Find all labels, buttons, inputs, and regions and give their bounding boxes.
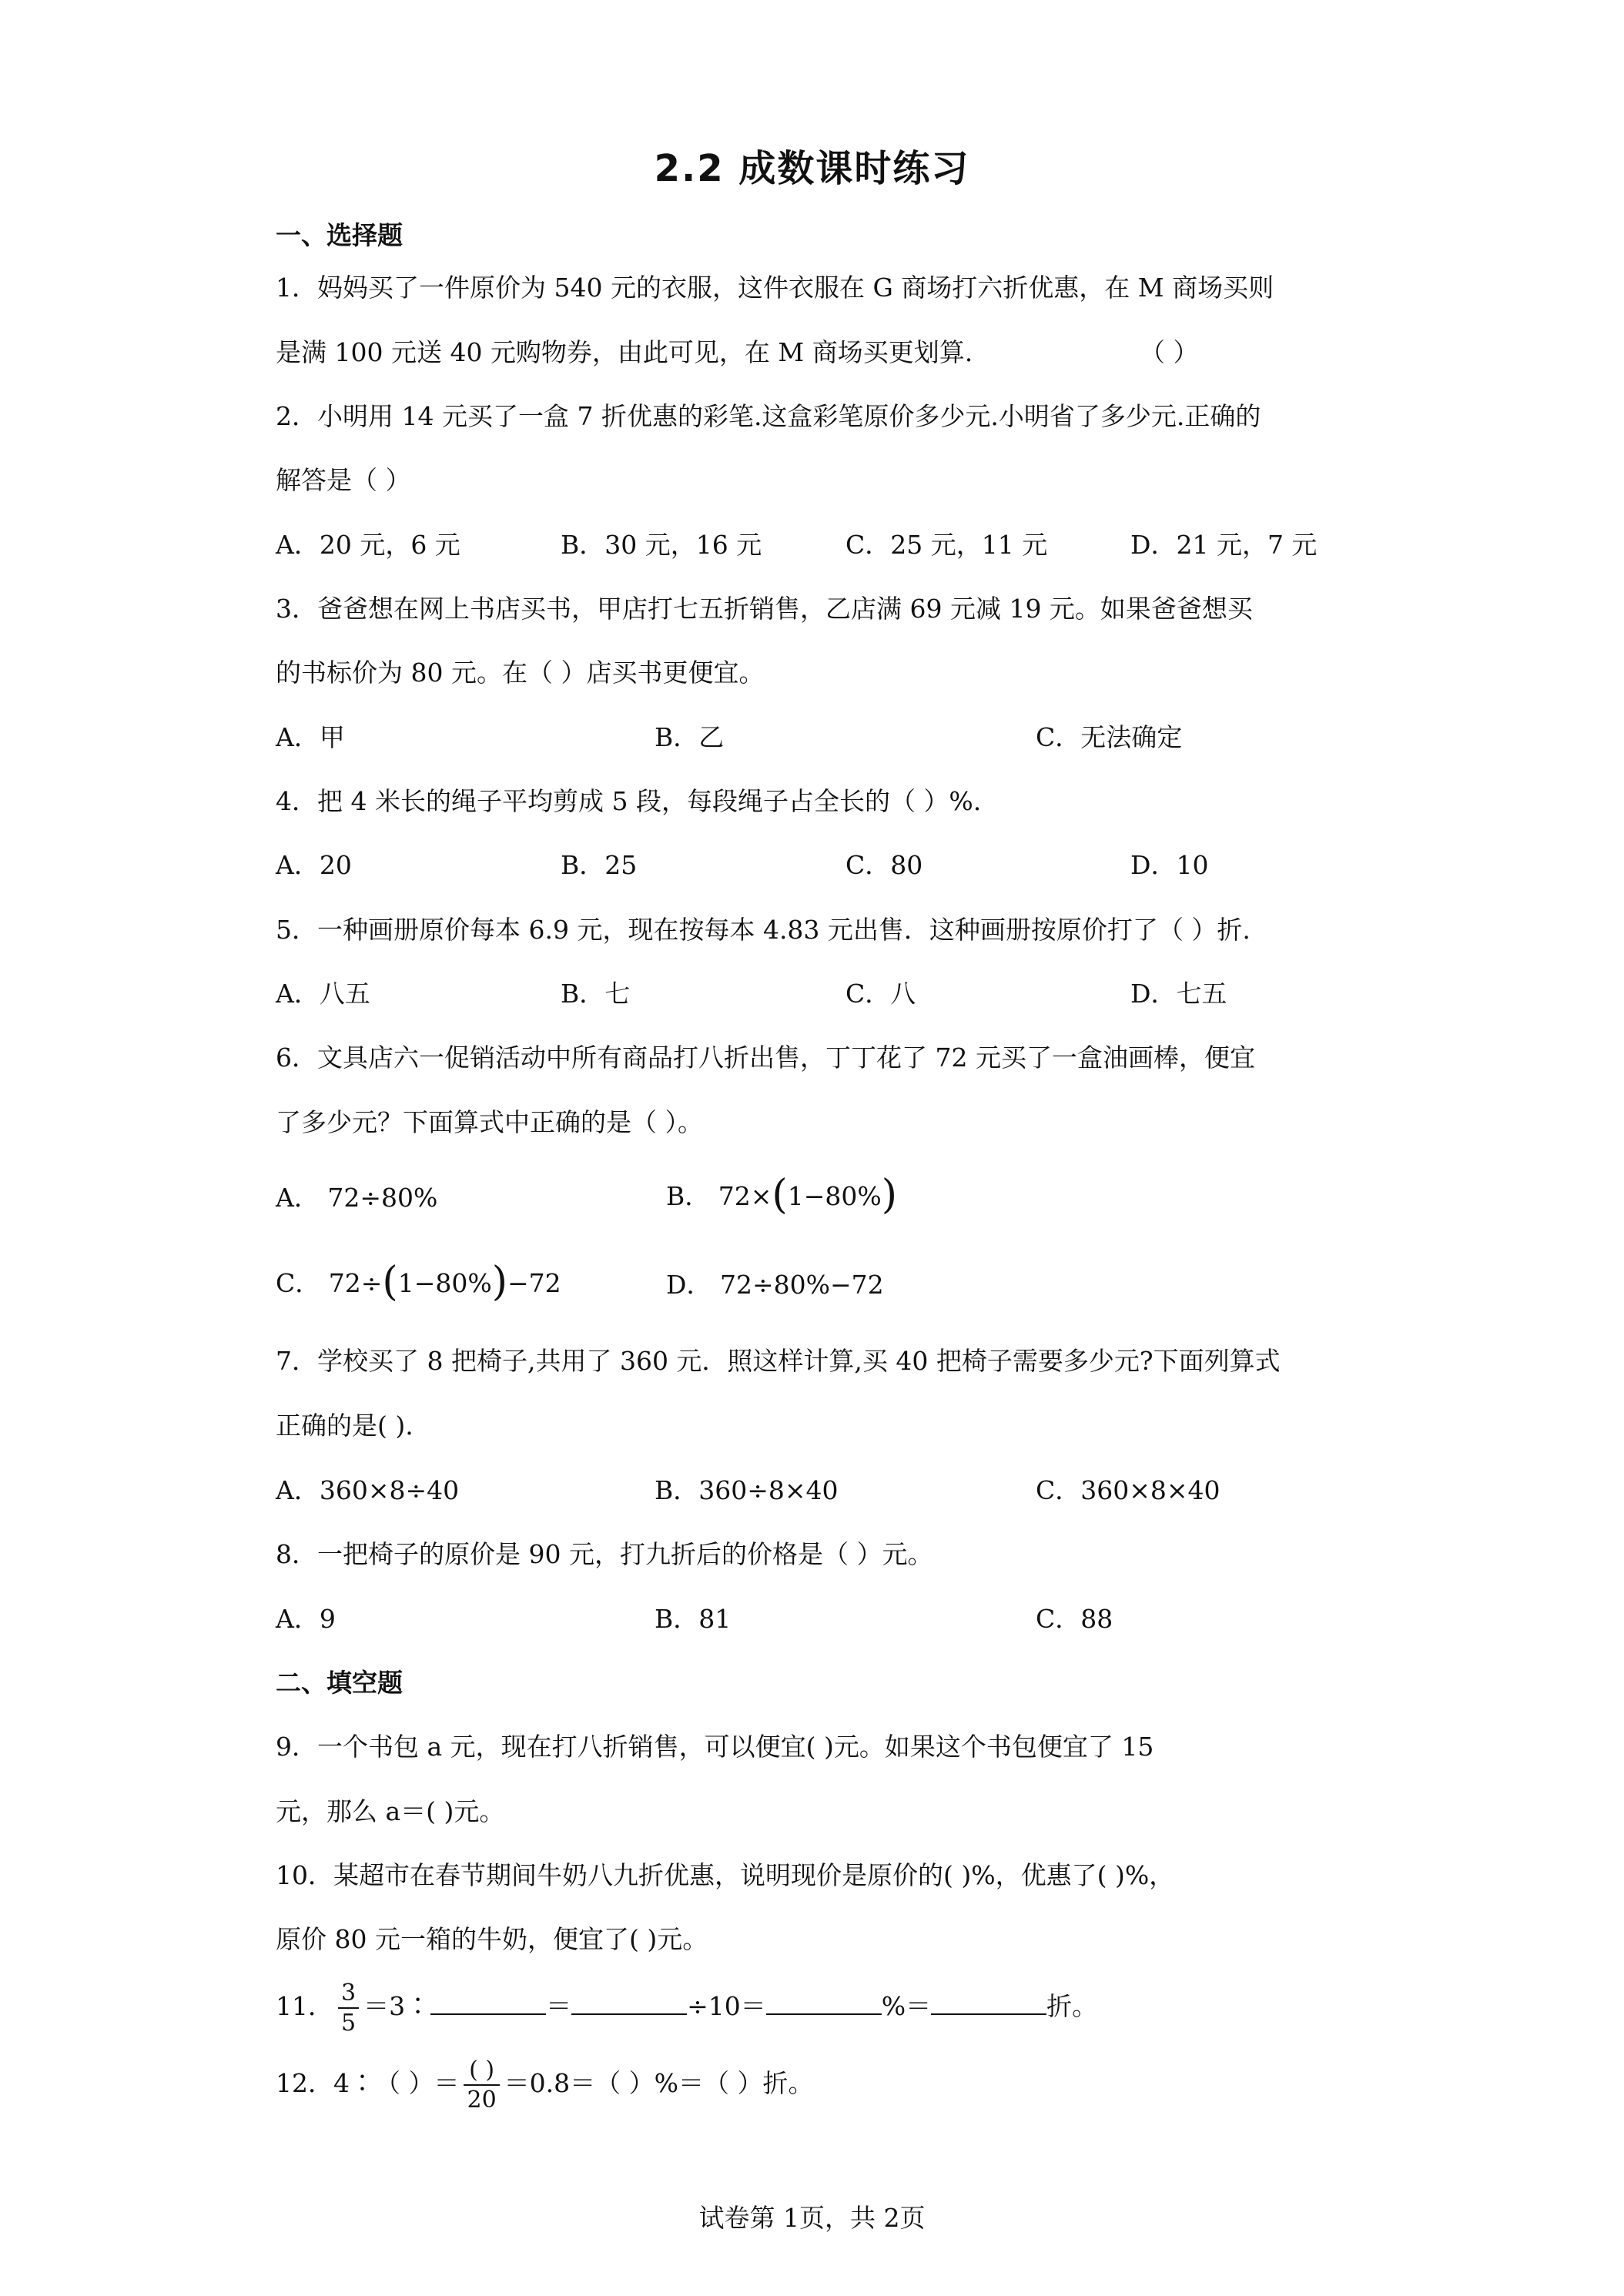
q1-line2 [276, 333, 973, 369]
q5-line1: 5．一种画册原价每本 6.9 元，现在按每本 4.83 元出售．这种画册按原价打了（ ）折. [276, 915, 1251, 945]
q11-number: 11． [276, 1991, 333, 2021]
q6-line1: 6．文具店六一促销活动中所有商品打八折出售，丁丁花了 72 元买了一盒油画棒，便宜 [276, 1043, 1255, 1073]
page-title: 2.2 成数课时练习 [654, 147, 970, 190]
q4-option-a: A．20 [276, 850, 352, 880]
q2-line1: 2．小明用 14 元买了一盒 7 折优惠的彩笔.这盒彩笔原价多少元.小明省了多少元.正确的 [276, 401, 1261, 431]
q6-option-c-post: −72 [507, 1268, 561, 1298]
q7-option-b: B．360÷8×40 [655, 1475, 839, 1505]
q4-option-d: D．10 [1130, 850, 1209, 880]
q8-option-c: C．88 [1036, 1604, 1113, 1634]
q7-option-a: A．360×8÷40 [276, 1475, 460, 1505]
q6-option-d-label: D． [666, 1270, 712, 1300]
q11-blank-1 [430, 1992, 546, 2015]
q6-option-b-label: B． [666, 1181, 711, 1211]
q11-fraction-denominator: 5 [341, 2010, 357, 2037]
q11-part2: ＝ [546, 1991, 572, 2021]
q3-option-a: A．甲 [276, 722, 345, 752]
q6-option-d-expr: 72÷80%−72 [719, 1270, 884, 1300]
q10-line2: 原价 80 元一箱的牛奶，便宜了( )元。 [276, 1924, 708, 1954]
q11-fraction-numerator: 3 [338, 1980, 359, 2009]
q6-option-c [276, 1259, 561, 1305]
q2-option-b: B．30 元，16 元 [561, 530, 762, 560]
q6-option-d [666, 1265, 884, 1301]
q11-blank-3 [766, 1992, 882, 2015]
q2-line2: 解答是（ ） [276, 465, 411, 495]
paren-close: ) [881, 1172, 898, 1218]
section-heading-choice: 一、选择题 [276, 220, 403, 250]
q10-line1: 10．某超市在春节期间牛奶八九折优惠，说明现价是原价的( )%，优惠了( )%， [276, 1860, 1175, 1890]
q12-fraction [464, 2057, 499, 2113]
q5-option-a: A．八五 [276, 979, 370, 1009]
q7-line2: 正确的是( ). [276, 1411, 414, 1441]
q9-line2: 元，那么 a＝( )元。 [276, 1796, 505, 1826]
q7-line1: 7．学校买了 8 把椅子,共用了 360 元．照这样计算,买 40 把椅子需要多少元?下面列算式 [276, 1346, 1281, 1376]
q4-option-b: B．25 [561, 850, 638, 880]
q2-option-c: C．25 元，11 元 [845, 530, 1048, 560]
page-footer: 试卷第 1页，共 2页 [698, 2203, 926, 2233]
q6-option-c-label: C． [276, 1268, 321, 1298]
q12-part1: 12．4∶（ ）＝ [276, 2068, 460, 2098]
q5-option-c: C．八 [845, 979, 916, 1009]
q12-part2: ＝0.8＝（ ）%＝（ ）折。 [504, 2068, 814, 2098]
q11-fraction [338, 1980, 359, 2036]
q6-option-a [276, 1178, 437, 1214]
q3-option-b: B．乙 [655, 722, 725, 752]
paren-open: ( [772, 1172, 788, 1218]
q1-answer-paren: （ ） [1140, 337, 1199, 367]
q6-option-c-inner: 1−80% [397, 1268, 492, 1298]
q4-option-c: C．80 [845, 850, 923, 880]
q11-part5: 折。 [1046, 1991, 1098, 2021]
q12-fraction-numerator: ( ) [464, 2057, 499, 2086]
q1-line1: 1．妈妈买了一件原价为 540 元的衣服，这件衣服在 G 商场打六折优惠，在 M 商场买则 [276, 273, 1274, 303]
q5-option-b: B．七 [561, 979, 631, 1009]
q2-option-a: A．20 元，6 元 [276, 530, 460, 560]
q12-line [276, 2057, 814, 2113]
paren-open: ( [382, 1259, 398, 1305]
q12-fraction-denominator: 20 [467, 2087, 497, 2114]
q6-option-b [666, 1172, 897, 1218]
q11-blank-4 [931, 1992, 1046, 2015]
q3-line1: 3．爸爸想在网上书店买书，甲店打七五折销售，乙店满 69 元减 19 元。如果爸爸想买 [276, 594, 1253, 624]
section-heading-fill: 二、填空题 [276, 1668, 403, 1698]
q6-option-c-pre: 72÷ [328, 1268, 383, 1298]
paren-close: ) [491, 1259, 507, 1305]
q6-option-b-inner: 1−80% [787, 1181, 882, 1211]
q9-line1: 9．一个书包 a 元，现在打八折销售，可以便宜( )元。如果这个书包便宜了 15 [276, 1732, 1154, 1762]
q6-option-b-pre: 72× [718, 1181, 772, 1211]
q8-option-b: B．81 [655, 1604, 732, 1634]
q2-option-d: D．21 元，7 元 [1130, 530, 1318, 560]
q5-option-d: D．七五 [1130, 979, 1227, 1009]
q11-part3: ÷10＝ [687, 1991, 766, 2021]
q11-line [276, 1980, 1097, 2036]
q1-line2-text: 是满 100 元送 40 元购物券，由此可见，在 M 商场买更划算. [276, 337, 973, 367]
q3-line2: 的书标价为 80 元。在（ ）店买书更便宜。 [276, 658, 765, 688]
q4-line1: 4．把 4 米长的绳子平均剪成 5 段，每段绳子占全长的（ ）%. [276, 786, 982, 816]
q6-line2: 了多少元？下面算式中正确的是（ ）。 [276, 1107, 703, 1137]
q3-option-c: C．无法确定 [1036, 722, 1183, 752]
q7-option-c: C．360×8×40 [1036, 1475, 1221, 1505]
q8-line1: 8．一把椅子的原价是 90 元，打九折后的价格是（ ）元。 [276, 1539, 933, 1569]
q11-part4: %＝ [881, 1991, 932, 2021]
q11-blank-2 [571, 1992, 687, 2015]
q6-option-a-expr: 72÷80% [327, 1183, 438, 1213]
q6-option-a-label: A． [276, 1183, 320, 1213]
q8-option-a: A．9 [276, 1604, 336, 1634]
q11-part1: ＝3∶ [363, 1991, 431, 2021]
